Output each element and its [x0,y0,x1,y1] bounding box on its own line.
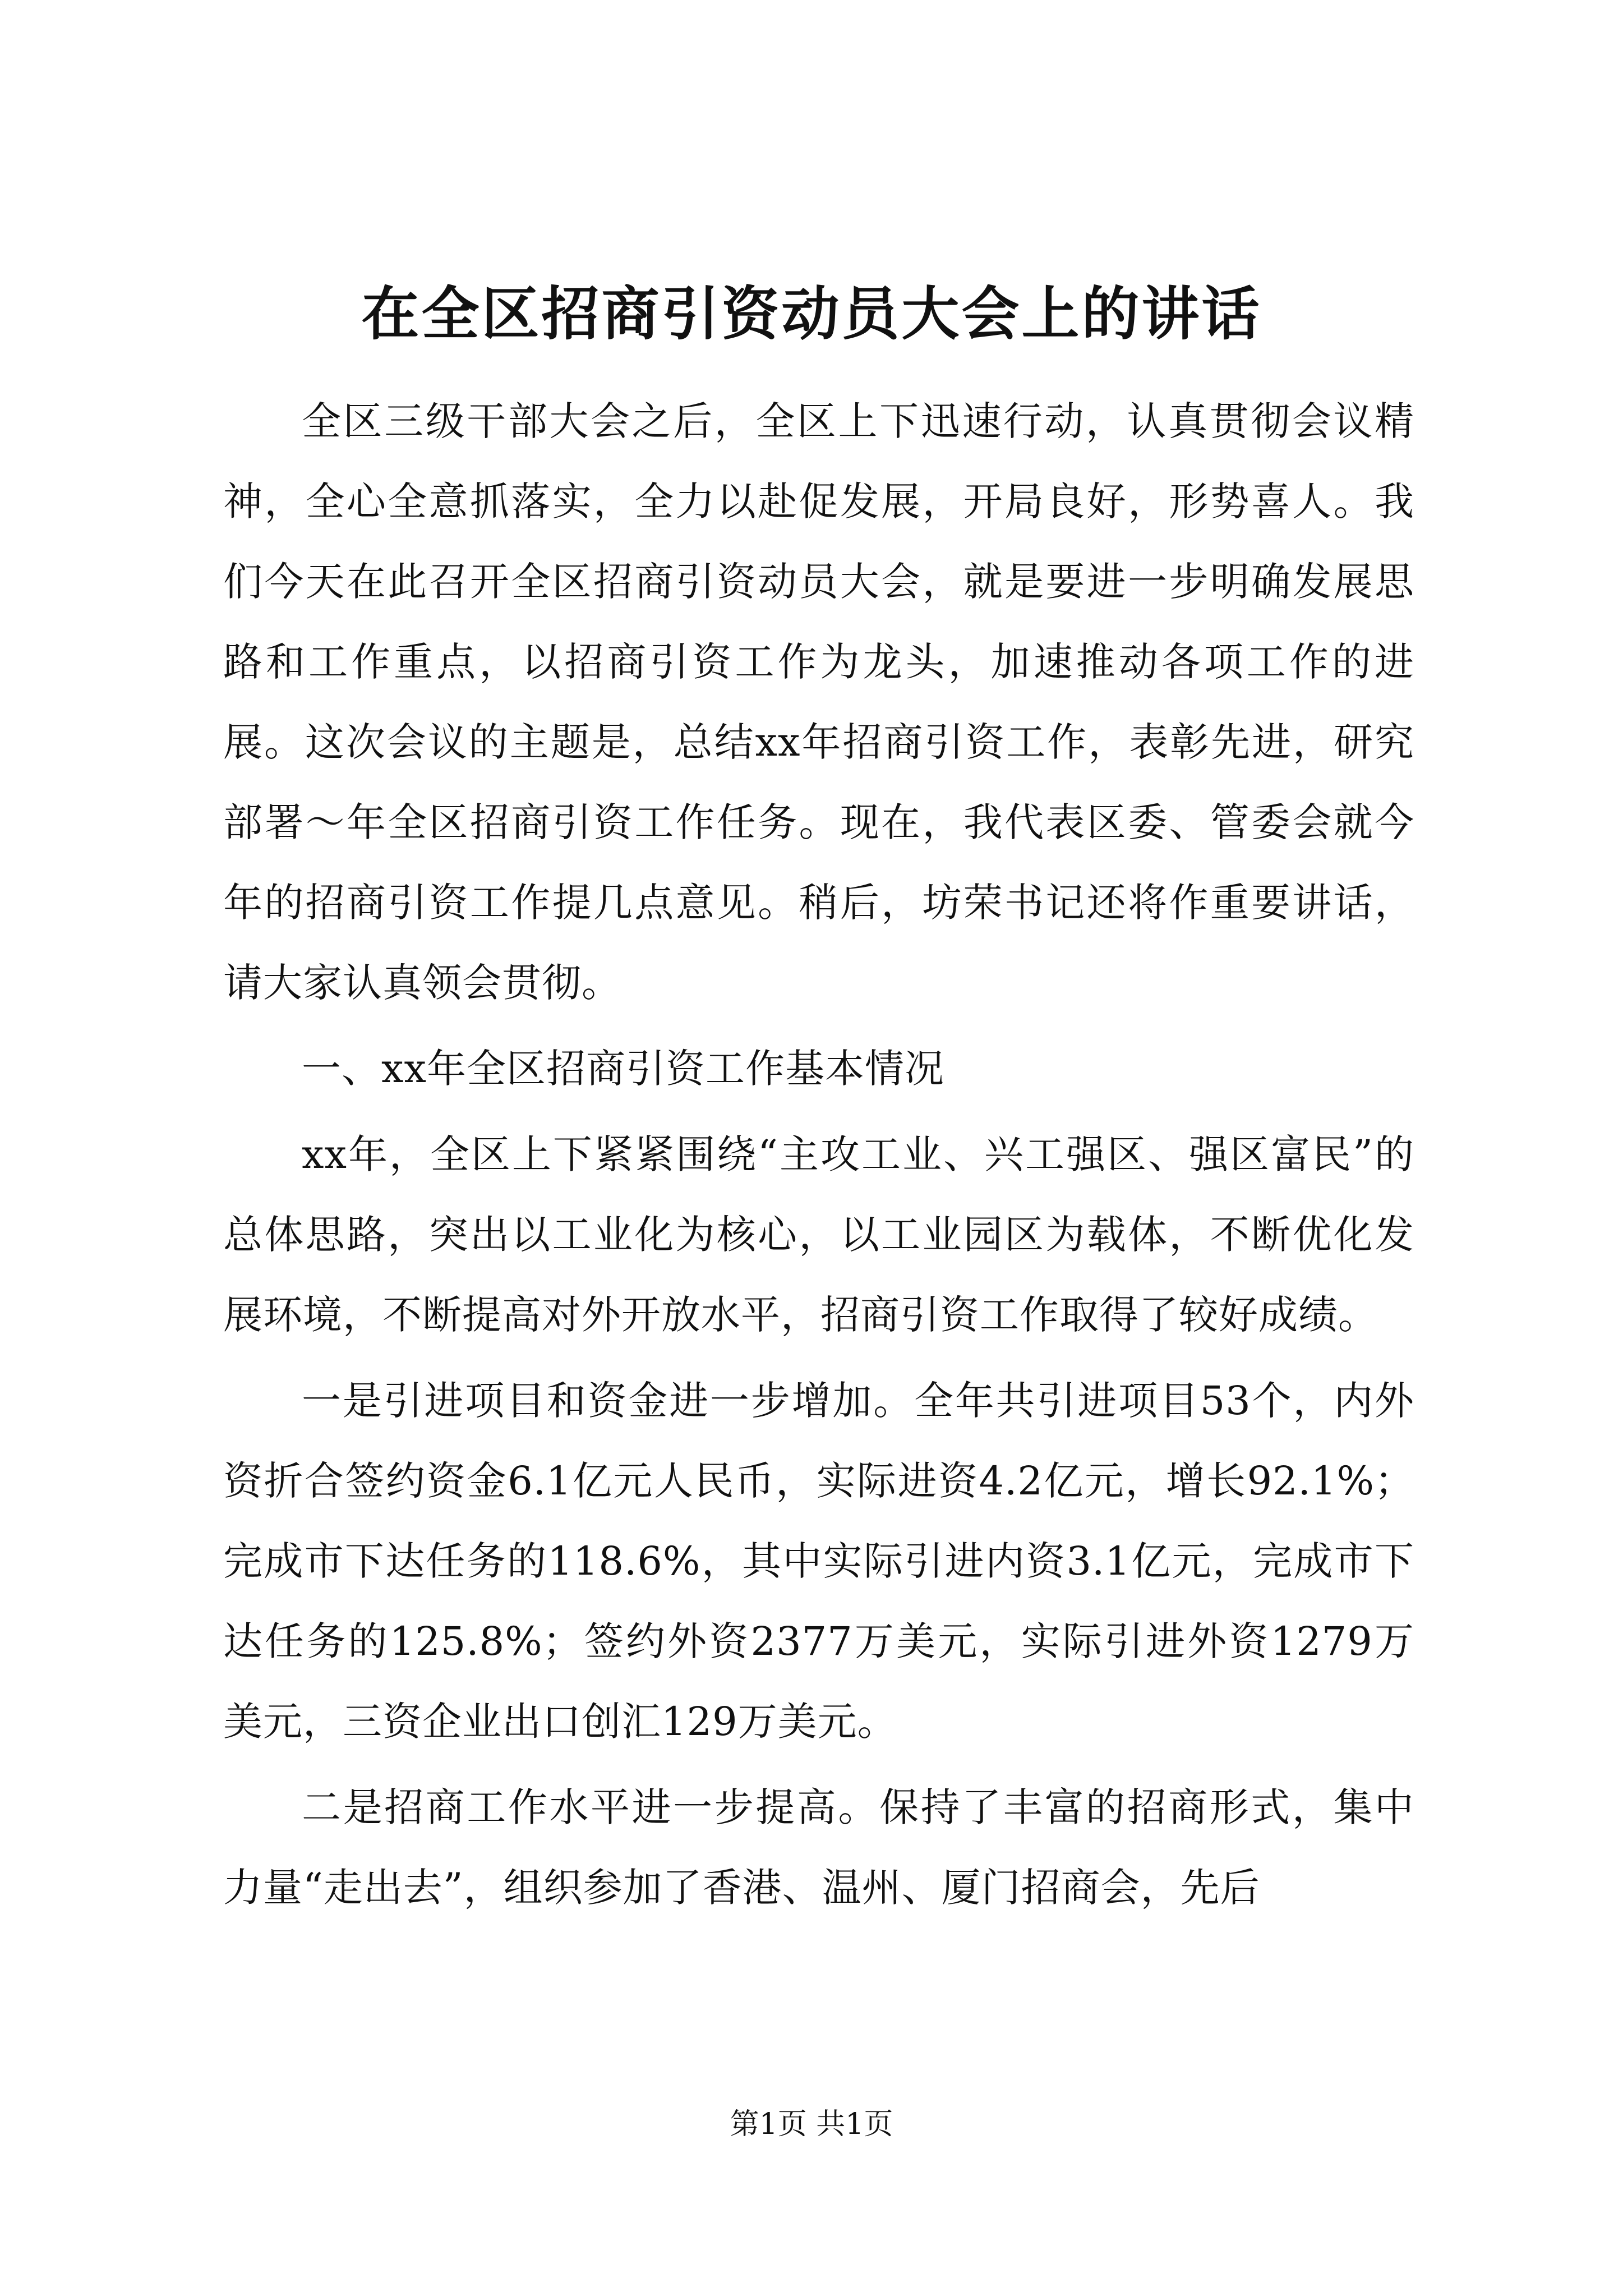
paragraph-point-2: 二是招商工作水平进一步提高。保持了丰富的招商形式，集中力量“走出去”，组织参加了香港、温州、厦门招商会，先后 [223,1784,1414,1911]
document-body [223,381,1414,1934]
paragraph-point-1: 一是引进项目和资金进一步增加。全年共引进项目53个，内外资折合签约资金6.1亿元人民币，实际进资4.2亿元，增长92.1%；完成市下达任务的118.6%，其中实际引进内资3.1亿元，完成市下达任务的125.8%；签约外资2377万美元，实际引进外资1279万美元，三资企业出口创汇129万美元。 [223,1378,1414,1745]
paragraph-intro: 全区三级干部大会之后，全区上下迅速行动，认真贯彻会议精神，全心全意抓落实，全力以赴促发展，开局良好，形势喜人。我们今天在此召开全区招商引资动员大会，就是要进一步明确发展思路和工作重点，以招商引资工作为龙头，加速推动各项工作的进展。这次会议的主题是，总结xx年招商引资工作，表彰先进，研究部署～年全区招商引资工作任务。现在，我代表区委、管委会就今年的招商引资工作提几点意见。稍后，坊荣书记还将作重要讲话，请大家认真领会贯彻。 [223,398,1414,1006]
document-title: 在全区招商引资动员大会上的讲话 [361,280,1262,348]
paragraph-overview: xx年，全区上下紧紧围绕“主攻工业、兴工强区、强区富民”的总体思路，突出以工业化为核心，以工业园区为载体，不断优化发展环境，不断提高对外开放水平，招商引资工作取得了较好成绩。 [223,1131,1414,1338]
page-footer: 第1页 共1页 [730,2108,893,2141]
section-heading-1: 一、xx年全区招商引资工作基本情况 [302,1046,944,1092]
